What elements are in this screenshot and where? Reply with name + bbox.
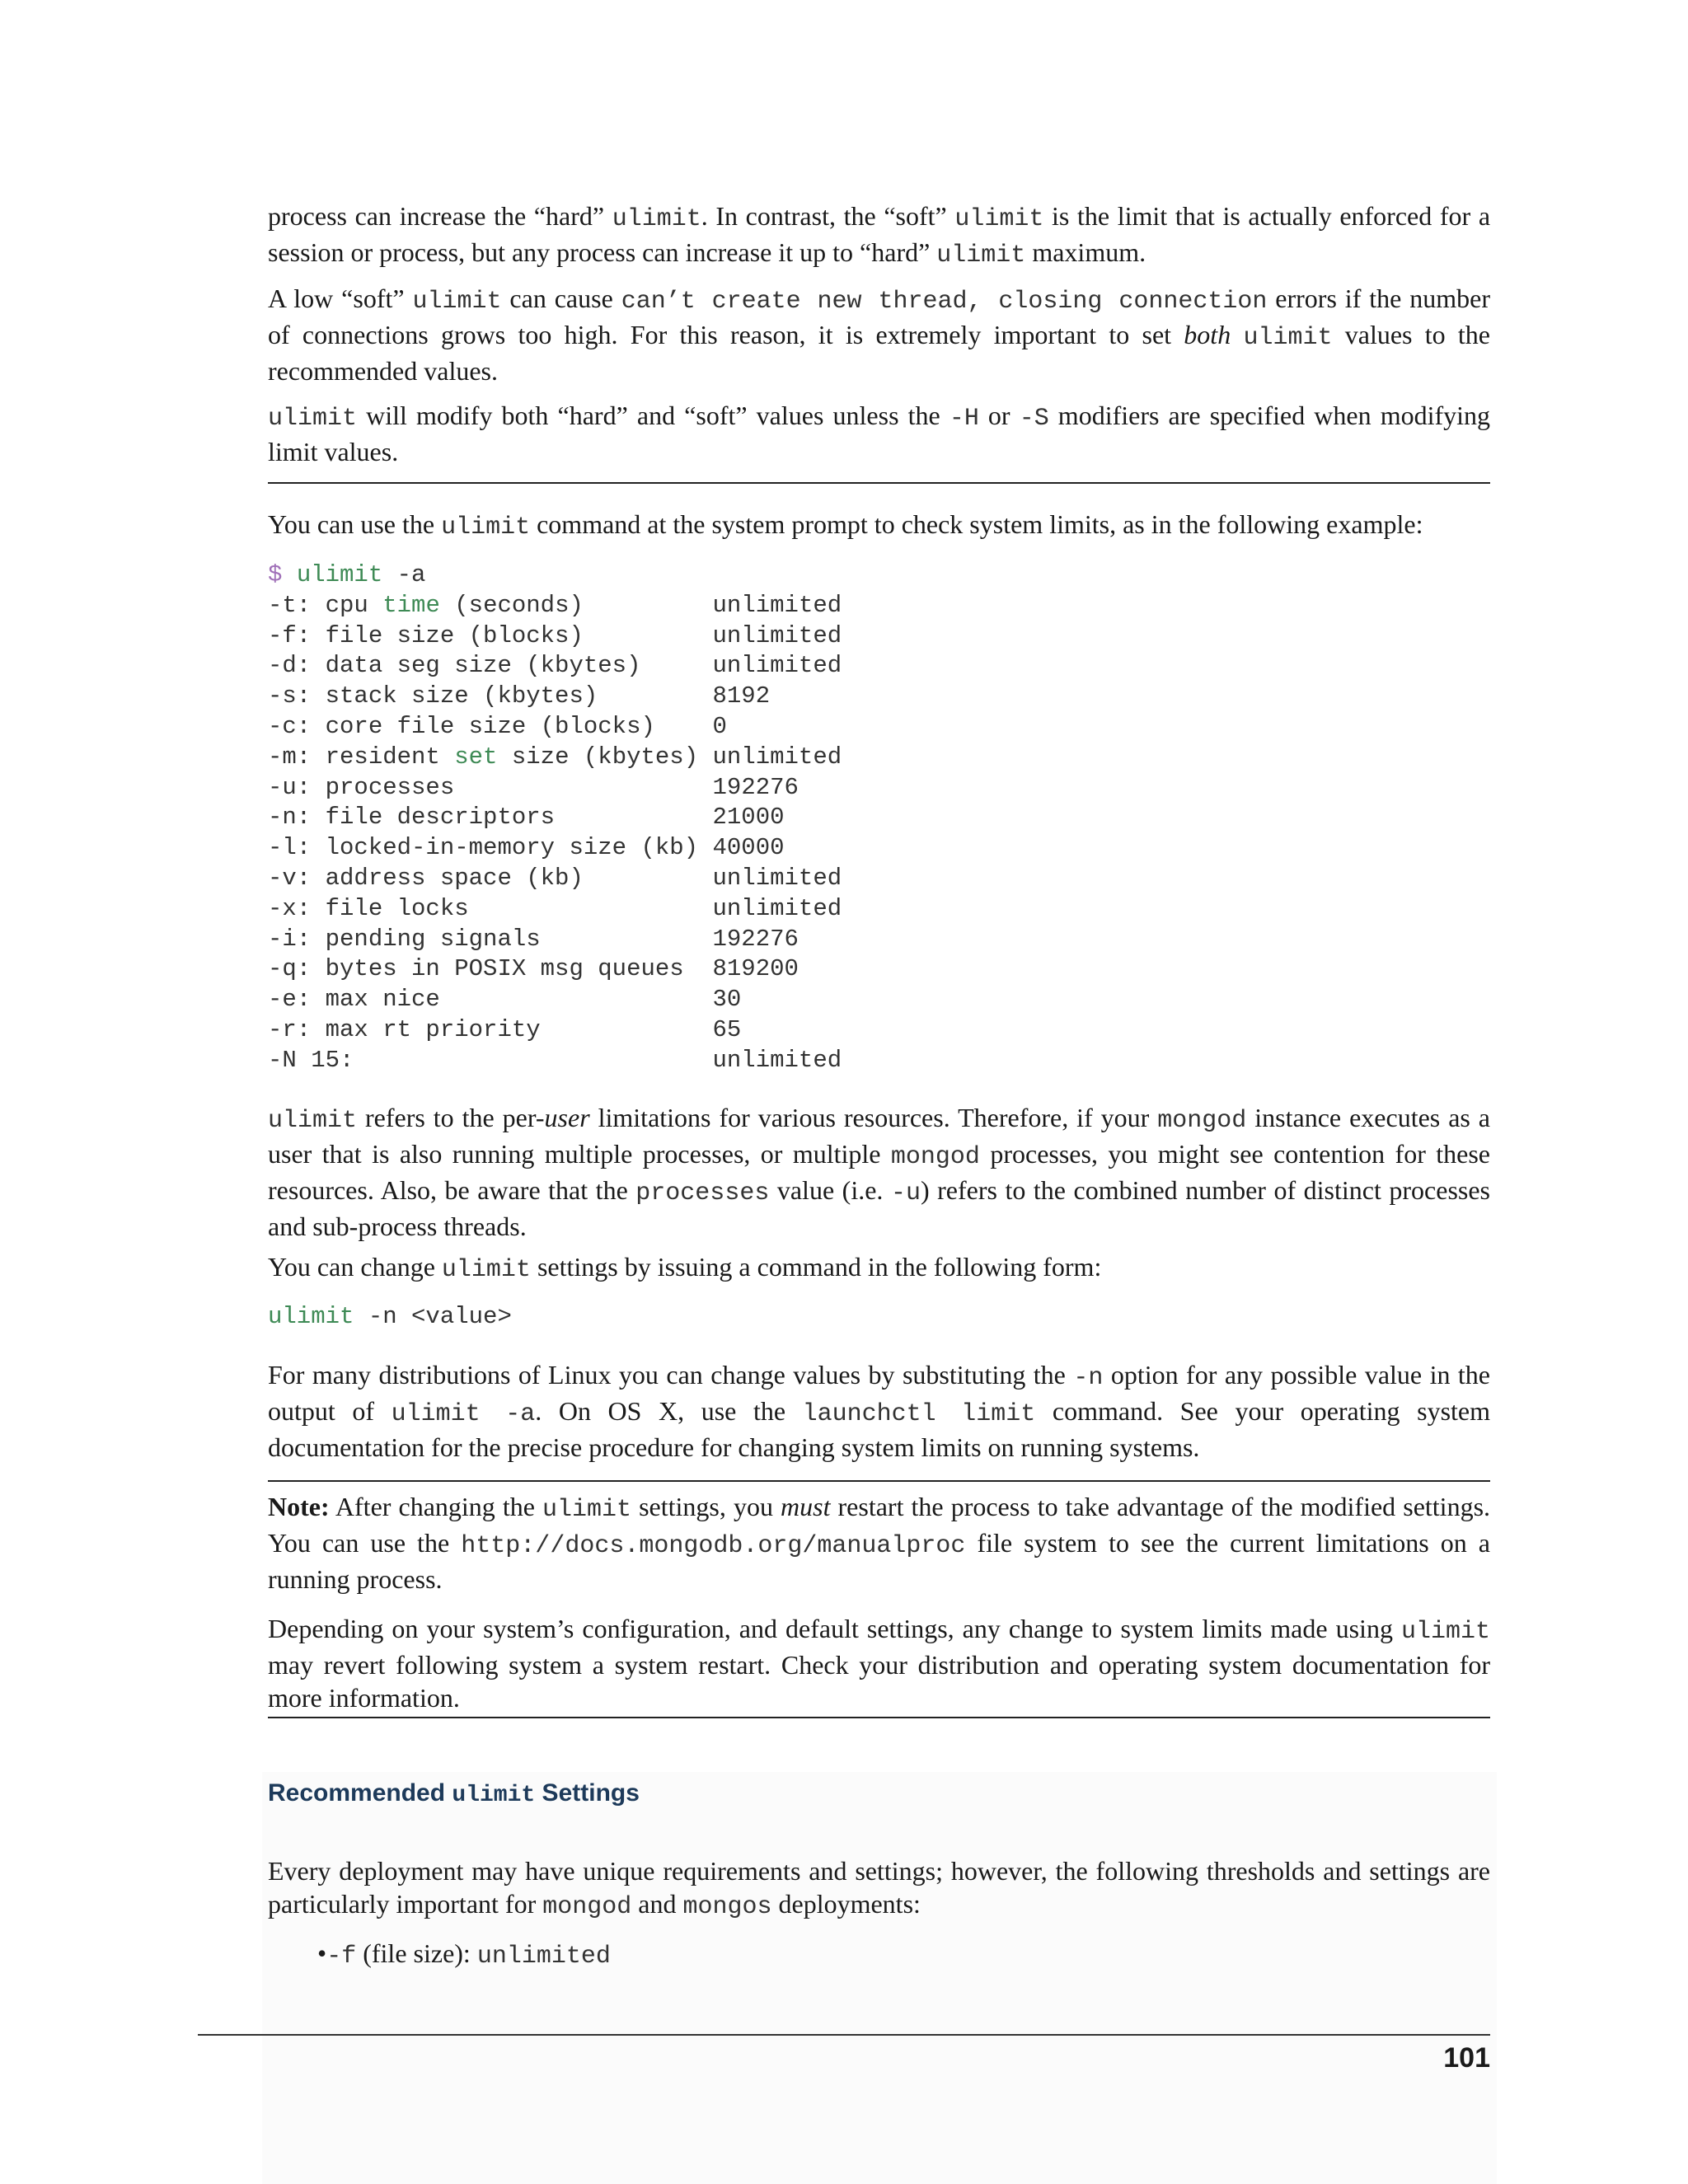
limit-value: 30 <box>712 986 742 1014</box>
inline-code: ulimit <box>936 241 1026 269</box>
limit-value: 0 <box>712 712 727 740</box>
column-spacer <box>541 1016 713 1043</box>
inline-code: http://docs.mongodb.org/manualproc <box>461 1532 966 1560</box>
limit-value: unlimited <box>712 621 842 649</box>
limit-row <box>268 773 1490 804</box>
limit-row <box>268 591 1490 621</box>
limit-value: 8192 <box>712 682 771 710</box>
command-name: ulimit <box>296 561 383 588</box>
note-box: Note: After changing the ulimit settings, you must restart the process to take advantage of the modified settings. You can use the http://docs.mongodb.org/manualproc file system to see the current limitations on a running process. Depending on your system’s configuration, and default settings, any change to system limits made using ulimit may revert following system a system restart. Check your distribution and operating system documentation for more information. <box>268 1492 1491 1713</box>
inline-code: ulimit <box>268 405 358 433</box>
inline-code: ulimit <box>441 513 531 541</box>
emphasis: user <box>544 1103 590 1132</box>
limit-row <box>268 954 1490 985</box>
column-spacer <box>555 804 712 831</box>
paragraph-low-soft-limit: A low “soft” ulimit can cause can’t create new thread, closing connection errors if the number of connections grows too high. For this reason, it is extremely important to set both ulimit values to the recommended values. <box>268 284 1491 386</box>
page-number: 101 <box>1443 2042 1490 2074</box>
limit-value: unlimited <box>712 652 842 680</box>
column-spacer <box>655 713 713 740</box>
inline-code: ulimit <box>1243 324 1333 352</box>
inline-code: mongod <box>1157 1107 1247 1135</box>
inline-code: -u <box>890 1179 921 1207</box>
limit-label: -i: pending signals <box>268 925 541 953</box>
inline-code: -n <box>1073 1364 1104 1392</box>
limit-row <box>268 894 1490 925</box>
limit-label: -N 15: <box>268 1046 354 1074</box>
limit-row <box>268 833 1490 864</box>
limit-value: 192276 <box>712 925 799 953</box>
limit-label-rest: (seconds) <box>439 591 584 619</box>
paragraph-thresholds: Every deployment may have unique requirements and settings; however, the following thresholds and settings are particularly important for mongod and mongos deployments: <box>268 1856 1490 1921</box>
limit-value: 65 <box>712 1015 742 1043</box>
inline-code: ulimit <box>412 288 502 316</box>
limit-label: -q: bytes in POSIX msg queues <box>268 955 684 983</box>
inline-code: launchctl limit <box>802 1400 1036 1428</box>
limit-row <box>268 682 1490 712</box>
inline-code: ulimit <box>612 205 701 233</box>
column-spacer <box>684 955 713 982</box>
command-name: ulimit <box>268 1303 354 1330</box>
limit-label: -m: resident <box>268 743 455 771</box>
limit-value: 21000 <box>712 804 785 832</box>
heading-code: ulimit <box>452 1783 536 1808</box>
inline-code: mongos <box>682 1893 772 1921</box>
paragraph-check-limits: You can use the ulimit command at the system prompt to check system limits, as in the following example: <box>268 509 1423 541</box>
keyword: time <box>382 591 440 619</box>
column-spacer <box>354 1047 712 1074</box>
limit-row <box>268 1015 1490 1046</box>
limit-label: -t: cpu <box>268 591 383 619</box>
inline-code: ulimit <box>954 205 1044 233</box>
limit-label: -r: max rt priority <box>268 1015 541 1043</box>
limit-row <box>268 925 1490 955</box>
column-spacer <box>454 774 712 801</box>
keyword: set <box>454 743 498 771</box>
limit-value: 40000 <box>712 834 785 862</box>
paragraph-linux-osx: For many distributions of Linux you can change values by substituting the -n option for any possible value in the output of ulimit -a. On OS X, use the launchctl limit command. See your operating system documentation for the precise procedure for changing system limits on running systems. <box>268 1360 1491 1462</box>
limit-label: -c: core file size (blocks) <box>268 712 655 740</box>
limit-value: unlimited <box>712 864 842 892</box>
shell-prompt: $ <box>268 561 283 588</box>
section-heading: Recommended ulimit Settings <box>268 1779 640 1808</box>
inline-code: -S <box>1019 405 1049 433</box>
footer-rule <box>198 2034 1490 2036</box>
limit-row <box>268 803 1490 833</box>
inline-code: ulimit <box>1400 1618 1490 1646</box>
section-divider <box>268 482 1490 484</box>
limit-row <box>268 864 1490 894</box>
bullet-icon: • <box>317 1938 327 1968</box>
emphasis: both <box>1184 320 1231 349</box>
code-block-ulimit-n: ulimit -n <value> <box>268 1303 512 1330</box>
limit-row <box>268 712 1490 743</box>
inline-code: -H <box>949 405 979 433</box>
limit-row <box>268 743 1490 773</box>
limit-value: 819200 <box>712 955 799 983</box>
paragraph-modifiers: ulimit will modify both “hard” and “soft” values unless the -H or -S modifiers are specified when modifying limit values. <box>268 401 1491 466</box>
paragraph-hard-soft-limits: process can increase the “hard” ulimit. In contrast, the “soft” ulimit is the limit that is actually enforced for a session or process, but any process can increase it up to “hard” ulimit maximum. <box>268 201 1491 269</box>
limit-value: unlimited <box>712 591 842 619</box>
column-spacer <box>541 926 713 953</box>
column-spacer <box>698 834 712 861</box>
limit-value: 192276 <box>712 773 799 801</box>
paragraph-per-user: ulimit refers to the per-user limitations for various resources. Therefore, if your mongod instance executes as a user that is also running multiple processes, or multiple mongod processes, you might see contention for these resources. Also, be aware that the processes value (i.e. -u) refers to the combined number of distinct processes and sub-process threads. <box>268 1103 1491 1241</box>
list-item: •-f (file size): unlimited <box>317 1938 611 1971</box>
limit-label-rest: size (kbytes) <box>497 743 699 771</box>
note-bottom-rule <box>268 1717 1490 1718</box>
limit-label: -l: locked-in-memory size (kb) <box>268 834 699 862</box>
paragraph-change-ulimit: You can change ulimit settings by issuing a command in the following form: <box>268 1252 1102 1284</box>
inline-code: mongod <box>542 1893 632 1921</box>
inline-code: ulimit <box>268 1107 358 1135</box>
limit-label: -e: max nice <box>268 986 440 1014</box>
limit-label: -n: file descriptors <box>268 804 556 832</box>
limit-row <box>268 985 1490 1015</box>
page-shade <box>262 1772 1497 2184</box>
column-spacer <box>640 652 712 679</box>
column-spacer <box>584 622 713 649</box>
column-spacer <box>584 865 713 892</box>
note-top-rule <box>268 1480 1490 1482</box>
limit-rows <box>268 591 1490 1076</box>
inline-code: ulimit <box>441 1256 531 1284</box>
column-spacer <box>440 986 713 1013</box>
inline-code: ulimit -a <box>391 1400 536 1428</box>
column-spacer <box>598 682 712 710</box>
emphasis: must <box>781 1492 831 1521</box>
code-block-ulimit-output: $ ulimit -a -t: cpu time (seconds) unlimited -f: file size (blocks) unlimited -d: data seg size (kbytes) unlimited -s: stack size (kbytes) 8192 -c: core file size (blocks) 0 -m: resident set size (kbytes) unlimited -u: processes 192276 -n: file descriptors 21000 -l: locked-in-memory size (kb) 40000 -v: address space (kb) unlimited -x: file locks unlimited -i: pending signals 192276 -q: bytes in POSIX msg queues 819200 -e: max nice 30 -r: max rt priority 65 -N 15: unlimited <box>268 560 1490 1076</box>
inline-code: -f <box>326 1943 357 1971</box>
inline-code: unlimited <box>476 1943 611 1971</box>
limit-label: -x: file locks <box>268 894 469 922</box>
column-spacer <box>698 743 712 771</box>
limit-value: unlimited <box>712 894 842 922</box>
inline-code: processes <box>635 1179 770 1207</box>
limit-label: -f: file size (blocks) <box>268 621 584 649</box>
column-spacer <box>469 895 713 922</box>
limit-label: -u: processes <box>268 773 455 801</box>
column-spacer <box>584 592 713 619</box>
limit-row <box>268 621 1490 652</box>
note-label: Note: <box>268 1492 330 1521</box>
inline-code: can’t create new thread, closing connection <box>621 288 1268 316</box>
limit-label: -d: data seg size (kbytes) <box>268 652 641 680</box>
limit-label: -v: address space (kb) <box>268 864 584 892</box>
inline-code: ulimit <box>542 1496 632 1524</box>
limit-row <box>268 1046 1490 1076</box>
limit-label: -s: stack size (kbytes) <box>268 682 598 710</box>
limit-value: unlimited <box>712 743 842 771</box>
limit-value: unlimited <box>712 1046 842 1074</box>
inline-code: mongod <box>890 1143 980 1171</box>
limit-row <box>268 651 1490 682</box>
